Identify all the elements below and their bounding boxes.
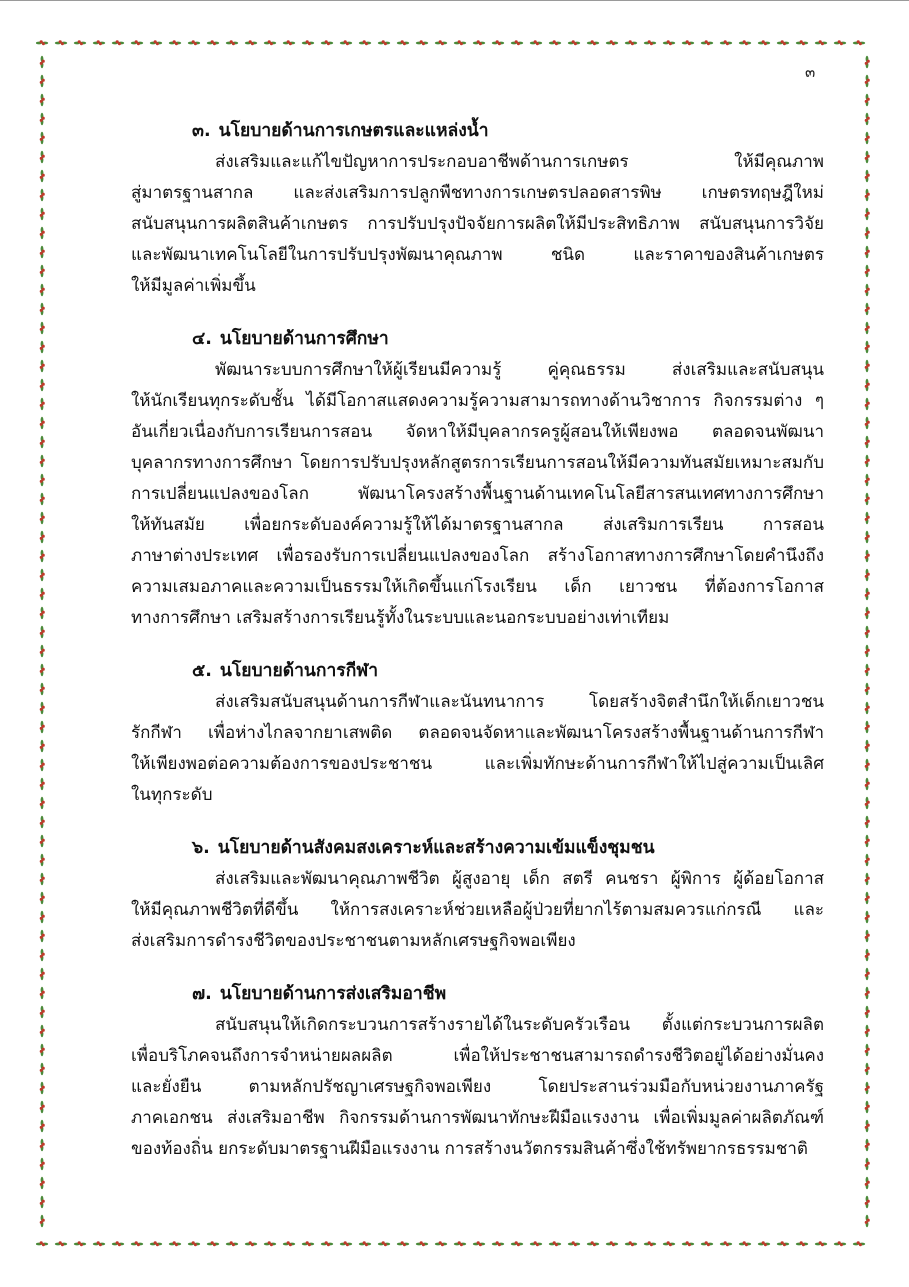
border-motif bbox=[473, 40, 485, 45]
border-motif bbox=[40, 1044, 45, 1056]
border-motif bbox=[112, 1241, 124, 1246]
border-motif bbox=[865, 360, 870, 372]
border-motif bbox=[378, 1241, 390, 1246]
border-motif bbox=[682, 40, 694, 45]
paragraph-line: ความเสมอภาคและความเป็นธรรมให้เกิดขึ้นแก่โรงเรียน เด็ก เยาวชน ที่ต้องการโอกาส bbox=[131, 577, 824, 597]
border-motif bbox=[40, 360, 45, 372]
border-motif bbox=[40, 1139, 45, 1151]
border-motif bbox=[40, 1120, 45, 1132]
border-motif bbox=[207, 40, 219, 45]
border-motif bbox=[865, 474, 870, 486]
border-motif bbox=[682, 1241, 694, 1246]
border-motif bbox=[549, 40, 561, 45]
border-motif bbox=[865, 531, 870, 543]
border-motif bbox=[511, 1241, 523, 1246]
border-motif bbox=[40, 816, 45, 828]
border-motif bbox=[865, 341, 870, 353]
policy-section bbox=[131, 656, 824, 811]
border-motif bbox=[865, 664, 870, 676]
border-motif bbox=[93, 1241, 105, 1246]
border-motif bbox=[865, 1158, 870, 1170]
section-number: ๔. bbox=[192, 329, 212, 349]
border-motif bbox=[40, 189, 45, 201]
paragraph-line: และพัฒนาเทคโนโลยีในการปรับปรุงพัฒนาคุณภาพ ชนิด และราคาของสินค้าเกษตร bbox=[131, 245, 824, 265]
border-motif bbox=[865, 455, 870, 467]
paragraph-line: ส่งเสริมและพัฒนาคุณภาพชีวิต ผู้สูงอายุ เด็ก สตรี คนชรา ผู้พิการ ผู้ด้อยโอกาส bbox=[215, 869, 824, 889]
paragraph-line: เพื่อบริโภคจนถึงการจำหน่ายผลผลิต เพื่อให้ประชาชนสามารถดำรงชีวิตอยู่ได้อย่างมั่นคง bbox=[131, 1046, 824, 1066]
border-motif bbox=[865, 436, 870, 448]
border-motif bbox=[865, 417, 870, 429]
border-motif bbox=[40, 474, 45, 486]
border-motif bbox=[865, 550, 870, 562]
border-motif bbox=[40, 759, 45, 771]
border-motif bbox=[865, 854, 870, 866]
border-motif bbox=[40, 436, 45, 448]
border-motif bbox=[701, 40, 713, 45]
border-motif bbox=[245, 40, 257, 45]
border-motif bbox=[865, 151, 870, 163]
border-motif bbox=[40, 227, 45, 239]
border-motif bbox=[321, 1241, 333, 1246]
border-motif bbox=[739, 40, 751, 45]
border-motif bbox=[865, 132, 870, 144]
border-motif bbox=[302, 40, 314, 45]
section-title: นโยบายด้านการส่งเสริมอาชีพ bbox=[219, 984, 447, 1004]
border-motif bbox=[40, 797, 45, 809]
border-motif bbox=[36, 40, 48, 45]
border-motif bbox=[188, 1241, 200, 1246]
border-motif bbox=[815, 40, 827, 45]
border-motif bbox=[492, 40, 504, 45]
border-motif bbox=[40, 75, 45, 87]
border-motif bbox=[777, 1241, 789, 1246]
border-motif bbox=[40, 892, 45, 904]
border-motif bbox=[131, 40, 143, 45]
border-motif bbox=[865, 835, 870, 847]
paragraph-line: สู่มาตรฐานสากล และส่งเสริมการปลูกพืชทางการเกษตรปลอดสารพิษ เกษตรทฤษฎีใหม่ bbox=[131, 183, 824, 203]
border-motif bbox=[40, 1196, 45, 1208]
border-motif bbox=[834, 1241, 846, 1246]
section-paragraph bbox=[131, 147, 824, 302]
border-motif bbox=[397, 40, 409, 45]
section-paragraph bbox=[131, 355, 824, 634]
border-motif bbox=[663, 1241, 675, 1246]
border-motif bbox=[40, 94, 45, 106]
paragraph-line: และยั่งยืน ตามหลักปรัชญาเศรษฐกิจพอเพียง โดยประสานร่วมมือกับหน่วยงานภาครัฐ bbox=[131, 1077, 824, 1097]
border-motif bbox=[112, 40, 124, 45]
border-motif bbox=[865, 75, 870, 87]
border-motif bbox=[865, 1082, 870, 1094]
border-motif bbox=[865, 911, 870, 923]
policy-section bbox=[131, 324, 824, 634]
paragraph-line: ภาษาต่างประเทศ เพื่อรองรับการเปลี่ยนแปลงของโลก สร้างโอกาสทางการศึกษาโดยคำนึงถึง bbox=[131, 546, 824, 566]
border-motif bbox=[865, 227, 870, 239]
border-motif bbox=[530, 1241, 542, 1246]
section-heading bbox=[131, 116, 824, 147]
border-motif bbox=[865, 588, 870, 600]
border-motif bbox=[40, 284, 45, 296]
page-number: ๓ bbox=[805, 63, 816, 81]
paragraph-line: ในทุกระดับ bbox=[131, 785, 213, 805]
border-motif bbox=[865, 797, 870, 809]
border-motif bbox=[40, 987, 45, 999]
border-motif bbox=[169, 40, 181, 45]
border-motif bbox=[40, 607, 45, 619]
border-motif bbox=[865, 208, 870, 220]
section-number: ๗. bbox=[192, 984, 212, 1004]
border-motif bbox=[454, 1241, 466, 1246]
border-motif bbox=[549, 1241, 561, 1246]
section-paragraph bbox=[131, 687, 824, 811]
border-motif bbox=[865, 569, 870, 581]
border-motif bbox=[40, 835, 45, 847]
border-motif bbox=[625, 1241, 637, 1246]
border-motif bbox=[226, 40, 238, 45]
border-motif bbox=[865, 626, 870, 638]
paragraph-line: ส่งเสริมสนับสนุนด้านการกีฬาและนันทนาการ โดยสร้างจิตสำนึกให้เด็กเยาวชน bbox=[215, 692, 824, 712]
border-motif bbox=[36, 1241, 48, 1246]
border-motif bbox=[865, 94, 870, 106]
border-motif bbox=[865, 873, 870, 885]
border-motif bbox=[865, 987, 870, 999]
section-number: ๕. bbox=[192, 661, 212, 681]
border-motif bbox=[644, 40, 656, 45]
paragraph-line: ส่งเสริมและแก้ไขปัญหาการประกอบอาชีพด้านการเกษตร ให้มีคุณภาพ bbox=[215, 152, 824, 172]
border-motif bbox=[865, 379, 870, 391]
border-motif bbox=[40, 1006, 45, 1018]
border-motif bbox=[663, 40, 675, 45]
section-heading bbox=[131, 979, 824, 1010]
border-motif bbox=[865, 493, 870, 505]
border-motif bbox=[865, 1101, 870, 1113]
border-motif bbox=[40, 455, 45, 467]
border-motif bbox=[302, 1241, 314, 1246]
border-motif bbox=[865, 968, 870, 980]
border-motif bbox=[701, 1241, 713, 1246]
border-motif bbox=[865, 113, 870, 125]
border-motif bbox=[40, 132, 45, 144]
border-motif bbox=[55, 40, 67, 45]
border-motif bbox=[568, 1241, 580, 1246]
border-motif bbox=[865, 930, 870, 942]
policy-section bbox=[131, 979, 824, 1165]
border-motif bbox=[40, 493, 45, 505]
border-motif bbox=[865, 1215, 870, 1227]
border-motif bbox=[865, 284, 870, 296]
border-motif bbox=[40, 56, 45, 68]
border-motif bbox=[834, 40, 846, 45]
border-motif bbox=[359, 40, 371, 45]
border-motif bbox=[865, 1044, 870, 1056]
border-motif bbox=[865, 1006, 870, 1018]
border-motif bbox=[40, 1177, 45, 1189]
section-title: นโยบายด้านการศึกษา bbox=[219, 329, 389, 349]
border-motif bbox=[865, 1025, 870, 1037]
border-motif bbox=[865, 740, 870, 752]
border-motif bbox=[340, 1241, 352, 1246]
border-motif bbox=[188, 40, 200, 45]
border-motif bbox=[40, 645, 45, 657]
paragraph-line: ภาคเอกชน ส่งเสริมอาชีพ กิจกรรมด้านการพัฒนาทักษะฝีมือแรงงาน เพื่อเพิ่มมูลค่าผลิตภัณฑ์ bbox=[131, 1108, 824, 1128]
border-motif bbox=[283, 40, 295, 45]
border-motif bbox=[40, 778, 45, 790]
paragraph-line: ให้นักเรียนทุกระดับชั้น ได้มีโอกาสแสดงความรู้ความสามารถทางด้านวิชาการ กิจกรรมต่าง ๆ bbox=[131, 391, 824, 411]
border-motif bbox=[378, 40, 390, 45]
section-title: นโยบายด้านสังคมสงเคราะห์และสร้างความเข้มแข็งชุมชน bbox=[217, 838, 655, 858]
border-motif bbox=[40, 265, 45, 277]
section-number: ๓. bbox=[192, 121, 211, 141]
border-motif bbox=[865, 398, 870, 410]
border-motif bbox=[865, 322, 870, 334]
border-motif bbox=[40, 531, 45, 543]
border-motif bbox=[359, 1241, 371, 1246]
border-motif bbox=[865, 1139, 870, 1151]
paragraph-line: ของท้องถิ่น ยกระดับมาตรฐานฝีมือแรงงาน การสร้างนวัตกรรมสินค้าซึ่งใช้ทรัพยากรธรรมชาติ bbox=[131, 1139, 808, 1159]
border-motif bbox=[40, 683, 45, 695]
border-motif bbox=[758, 40, 770, 45]
border-motif bbox=[865, 607, 870, 619]
border-motif bbox=[40, 1082, 45, 1094]
border-motif bbox=[865, 778, 870, 790]
border-motif bbox=[40, 550, 45, 562]
border-motif bbox=[865, 816, 870, 828]
border-motif bbox=[283, 1241, 295, 1246]
border-motif bbox=[606, 40, 618, 45]
border-motif bbox=[40, 1101, 45, 1113]
border-motif bbox=[40, 1158, 45, 1170]
border-motif bbox=[74, 1241, 86, 1246]
border-motif bbox=[40, 721, 45, 733]
border-motif bbox=[74, 40, 86, 45]
border-motif bbox=[720, 40, 732, 45]
border-motif bbox=[530, 40, 542, 45]
border-motif bbox=[796, 40, 808, 45]
border-motif bbox=[865, 512, 870, 524]
section-heading bbox=[131, 656, 824, 687]
border-motif bbox=[40, 626, 45, 638]
paragraph-line: ให้เพียงพอต่อความต้องการของประชาชน และเพิ่มทักษะด้านการกีฬาให้ไปสู่ความเป็นเลิศ bbox=[131, 754, 824, 774]
border-motif bbox=[40, 303, 45, 315]
border-motif bbox=[853, 40, 865, 45]
policy-section bbox=[131, 116, 824, 302]
border-motif bbox=[40, 379, 45, 391]
border-motif bbox=[568, 40, 580, 45]
section-paragraph bbox=[131, 864, 824, 957]
border-motif bbox=[416, 40, 428, 45]
border-motif bbox=[865, 1120, 870, 1132]
paragraph-line: ให้มีมูลค่าเพิ่มขึ้น bbox=[131, 276, 256, 296]
border-motif bbox=[865, 645, 870, 657]
paragraph-line: สนับสนุนให้เกิดกระบวนการสร้างรายได้ในระดับครัวเรือน ตั้งแต่กระบวนการผลิต bbox=[215, 1015, 824, 1035]
border-motif bbox=[511, 40, 523, 45]
border-motif bbox=[492, 1241, 504, 1246]
border-motif bbox=[207, 1241, 219, 1246]
border-motif bbox=[853, 1241, 865, 1246]
border-motif bbox=[150, 40, 162, 45]
border-motif bbox=[865, 303, 870, 315]
border-motif bbox=[644, 1241, 656, 1246]
border-motif bbox=[131, 1241, 143, 1246]
border-motif bbox=[40, 1215, 45, 1227]
border-motif bbox=[454, 40, 466, 45]
border-motif bbox=[340, 40, 352, 45]
border-motif bbox=[40, 569, 45, 581]
document-body bbox=[131, 116, 824, 1187]
border-motif bbox=[865, 56, 870, 68]
border-motif bbox=[865, 892, 870, 904]
paragraph-line: ทางการศึกษา เสริมสร้างการเรียนรู้ทั้งในระบบและนอกระบบอย่างเท่าเทียม bbox=[131, 608, 670, 628]
border-motif bbox=[321, 40, 333, 45]
paragraph-line: อันเกี่ยวเนื่องกับการเรียนการสอน จัดหาให้มีบุคลากรครูผู้สอนให้เพียงพอ ตลอดจนพัฒนา bbox=[131, 422, 824, 442]
border-motif bbox=[587, 1241, 599, 1246]
border-motif bbox=[865, 170, 870, 182]
section-number: ๖. bbox=[192, 838, 210, 858]
border-motif bbox=[55, 1241, 67, 1246]
border-motif bbox=[758, 1241, 770, 1246]
section-title: นโยบายด้านการเกษตรและแหล่งน้ำ bbox=[218, 121, 489, 141]
paragraph-line: พัฒนาระบบการศึกษาให้ผู้เรียนมีความรู้ คู่คุณธรรม ส่งเสริมและสนับสนุน bbox=[215, 360, 824, 380]
top-rule bbox=[0, 0, 909, 1]
border-motif bbox=[720, 1241, 732, 1246]
border-motif bbox=[435, 40, 447, 45]
paragraph-line: บุคลากรทางการศึกษา โดยการปรับปรุงหลักสูตรการเรียนการสอนให้มีความทันสมัยเหมาะสมกับ bbox=[131, 453, 824, 473]
border-motif bbox=[40, 208, 45, 220]
border-motif bbox=[264, 1241, 276, 1246]
border-motif bbox=[865, 683, 870, 695]
border-motif bbox=[40, 417, 45, 429]
border-motif bbox=[40, 1025, 45, 1037]
section-paragraph bbox=[131, 1010, 824, 1165]
border-motif bbox=[169, 1241, 181, 1246]
border-motif bbox=[416, 1241, 428, 1246]
border-motif bbox=[435, 1241, 447, 1246]
border-motif bbox=[865, 702, 870, 714]
border-motif bbox=[40, 873, 45, 885]
paragraph-line: ให้มีคุณภาพชีวิตที่ดีขึ้น ให้การสงเคราะห์ช่วยเหลือผู้ป่วยที่ยากไร้ตามสมควรแก่กรณี และ bbox=[131, 900, 824, 920]
border-motif bbox=[40, 949, 45, 961]
border-motif bbox=[245, 1241, 257, 1246]
border-motif bbox=[150, 1241, 162, 1246]
border-motif bbox=[226, 1241, 238, 1246]
border-motif bbox=[40, 740, 45, 752]
border-motif bbox=[865, 759, 870, 771]
border-motif bbox=[40, 702, 45, 714]
border-motif bbox=[40, 512, 45, 524]
paragraph-line: สนับสนุนการผลิตสินค้าเกษตร การปรับปรุงปัจจัยการผลิตให้มีประสิทธิภาพ สนับสนุนการวิจัย bbox=[131, 214, 824, 234]
border-motif bbox=[865, 1177, 870, 1189]
border-motif bbox=[40, 1063, 45, 1075]
border-motif bbox=[40, 151, 45, 163]
border-motif bbox=[40, 664, 45, 676]
border-motif bbox=[93, 40, 105, 45]
border-motif bbox=[865, 265, 870, 277]
border-motif bbox=[815, 1241, 827, 1246]
border-motif bbox=[777, 40, 789, 45]
border-motif bbox=[264, 40, 276, 45]
border-motif bbox=[796, 1241, 808, 1246]
border-motif bbox=[473, 1241, 485, 1246]
border-motif bbox=[865, 1063, 870, 1075]
border-motif bbox=[625, 40, 637, 45]
section-heading bbox=[131, 324, 824, 355]
border-motif bbox=[40, 170, 45, 182]
policy-section bbox=[131, 833, 824, 957]
border-motif bbox=[40, 341, 45, 353]
border-motif bbox=[40, 930, 45, 942]
border-motif bbox=[40, 588, 45, 600]
border-motif bbox=[40, 968, 45, 980]
border-motif bbox=[739, 1241, 751, 1246]
border-motif bbox=[40, 854, 45, 866]
border-motif bbox=[865, 949, 870, 961]
paragraph-line: ส่งเสริมการดำรงชีวิตของประชาชนตามหลักเศรษฐกิจพอเพียง bbox=[131, 931, 576, 951]
section-heading bbox=[131, 833, 824, 864]
paragraph-line: รักกีฬา เพื่อห่างไกลจากยาเสพติด ตลอดจนจัดหาและพัฒนาโครงสร้างพื้นฐานด้านการกีฬา bbox=[131, 723, 824, 743]
border-motif bbox=[397, 1241, 409, 1246]
border-motif bbox=[606, 1241, 618, 1246]
border-motif bbox=[40, 322, 45, 334]
paragraph-line: การเปลี่ยนแปลงของโลก พัฒนาโครงสร้างพื้นฐานด้านเทคโนโลยีสารสนเทศทางการศึกษา bbox=[131, 484, 824, 504]
border-motif bbox=[865, 189, 870, 201]
border-motif bbox=[40, 113, 45, 125]
border-motif bbox=[587, 40, 599, 45]
border-motif bbox=[40, 911, 45, 923]
border-motif bbox=[40, 246, 45, 258]
section-title: นโยบายด้านการกีฬา bbox=[219, 661, 379, 681]
border-motif bbox=[865, 1196, 870, 1208]
paragraph-line: ให้ทันสมัย เพื่อยกระดับองค์ความรู้ให้ได้มาตรฐานสากล ส่งเสริมการเรียน การสอน bbox=[131, 515, 824, 535]
policy-sections bbox=[131, 116, 824, 1165]
border-motif bbox=[865, 246, 870, 258]
border-motif bbox=[865, 721, 870, 733]
border-motif bbox=[40, 398, 45, 410]
